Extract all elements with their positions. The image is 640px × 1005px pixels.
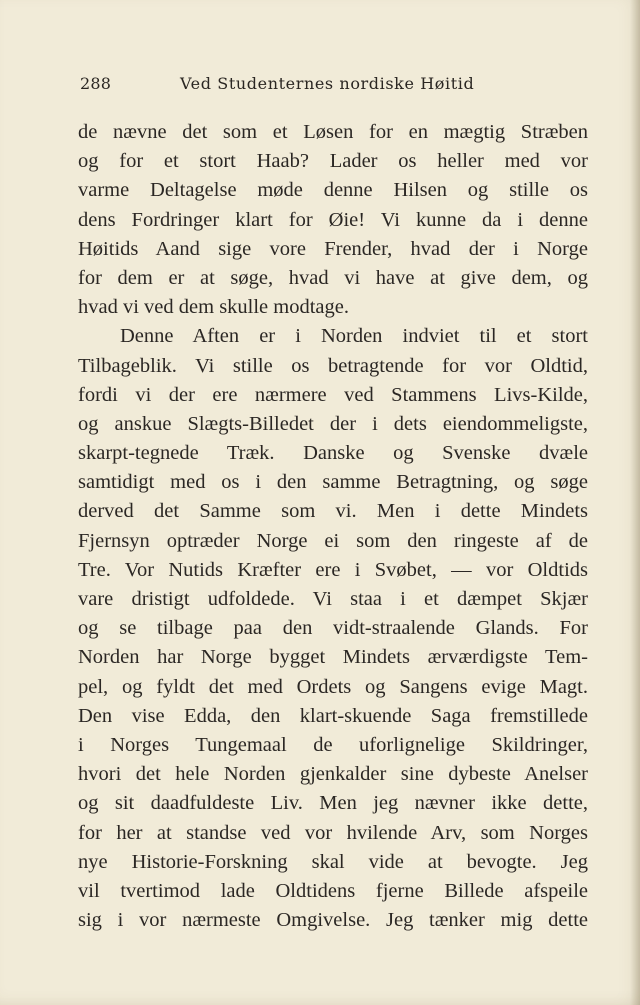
text-line: skarpt-tegnede Træk. Danske og Svenske dvæle [78, 442, 588, 465]
text-line: samtidigt med os i den samme Betragtning, og søge [78, 471, 588, 494]
text-line: Tre. Vor Nutids Kræfter ere i Svøbet, — vor Oldtids [78, 558, 588, 581]
page-edge-shadow [630, 0, 640, 1005]
text-line: Fjernsyn optræder Norge ei som den ringeste af de [78, 529, 588, 552]
text-line: i Norges Tungemaal de uforlignelige Skildringer, [78, 733, 588, 756]
text-line: pel, og fyldt det med Ordets og Sangens evige Magt. [78, 675, 588, 698]
text-line: fordi vi der ere nærmere ved Stammens Livs-Kilde, [78, 383, 588, 406]
text-line: og anskue Slægts-Billedet der i dets eiendommeligste, [78, 412, 588, 435]
page-number: 288 [80, 74, 112, 93]
running-title: Ved Studenternes nordiske Høitid [180, 74, 475, 93]
paragraph-start-line: Denne Aften er i Norden indviet til et stort [120, 325, 588, 348]
text-line: og for et stort Haab? Lader os heller med vor [78, 150, 588, 173]
text-line: nye Historie-Forskning skal vide at bevogte. Jeg [78, 850, 588, 873]
text-line: Høitids Aand sige vore Frender, hvad der i Norge [78, 237, 588, 260]
text-line: Norden har Norge bygget Mindets ærværdigste Tem- [78, 646, 588, 669]
body-text [78, 118, 588, 935]
text-line: sig i vor nærmeste Omgivelse. Jeg tænker mig dette [78, 909, 588, 932]
running-head [80, 74, 560, 102]
text-line: for dem er at søge, hvad vi have at give dem, og [78, 266, 588, 289]
text-line: og sit daadfuldeste Liv. Men jeg nævner ikke dette, [78, 792, 588, 815]
text-line: derved det Samme som vi. Men i dette Mindets [78, 500, 588, 523]
text-line: og se tilbage paa den vidt-straalende Glands. For [78, 617, 588, 640]
text-line: varme Deltagelse møde denne Hilsen og stille os [78, 179, 588, 202]
text-line: Tilbageblik. Vi stille os betragtende for vor Oldtid, [78, 354, 588, 377]
text-line: Den vise Edda, den klart-skuende Saga fremstillede [78, 704, 588, 727]
text-line: de nævne det som et Løsen for en mægtig Stræben [78, 121, 588, 143]
text-line: vil tvertimod lade Oldtidens fjerne Billede afspeile [78, 879, 588, 902]
text-line: for her at standse ved vor hvilende Arv, som Norges [78, 821, 588, 844]
text-line: hvori det hele Norden gjenkalder sine dybeste Anelser [78, 763, 588, 786]
paragraph-end-line: hvad vi ved dem skulle modtage. [78, 296, 349, 319]
text-line: vare dristigt udfoldede. Vi staa i et dæmpet Skjær [78, 588, 588, 610]
text-line: dens Fordringer klart for Øie! Vi kunne da i denne [78, 208, 588, 231]
